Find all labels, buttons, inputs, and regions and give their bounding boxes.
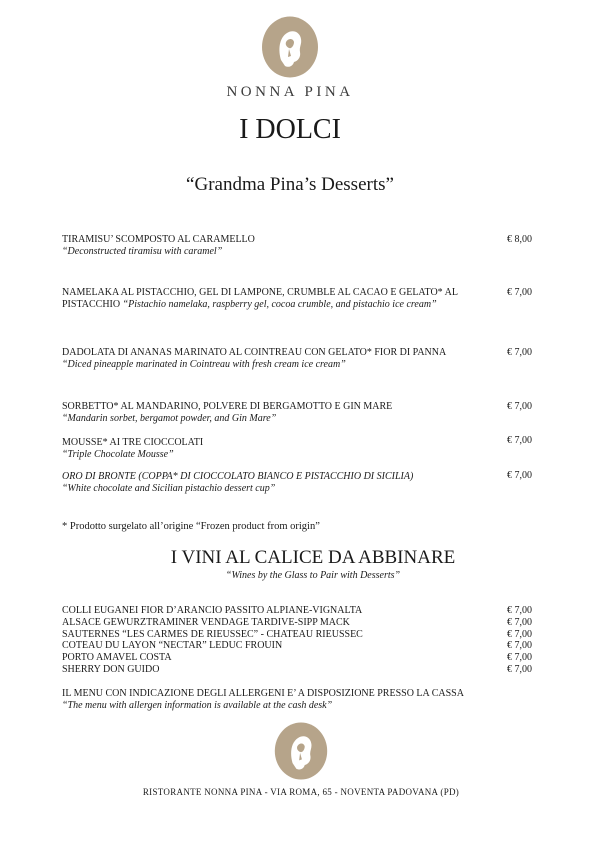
wine-item <box>62 605 532 617</box>
menu-item-name: NAMELAKA AL PISTACCHIO, GEL DI LAMPONE, CRUMBLE AL CACAO E GELATO* AL PISTACCHIO <box>62 287 458 310</box>
wine-item <box>62 652 532 664</box>
menu-item-desc: “White chocolate and Sicilian pistachio dessert cup” <box>62 483 276 494</box>
menu-item-desc: “Pistachio namelaka, raspberry gel, cocoa crumble, and pistachio ice cream” <box>122 299 437 310</box>
allergen-notice <box>62 688 464 711</box>
wine-name: COLLI EUGANEI FIOR D’ARANCIO PASSITO ALPIANE-VIGNALTA <box>62 605 363 616</box>
wine-name: COTEAU DU LAYON “NECTAR” LEDUC FROUIN <box>62 640 283 652</box>
wine-name: PORTO AMAVEL COSTA <box>62 652 172 664</box>
menu-item <box>62 437 532 461</box>
menu-item-desc: “Triple Chocolate Mousse” <box>62 449 174 460</box>
frozen-product-note: * Prodotto surgelato all’origine “Frozen product from origin” <box>62 521 320 532</box>
menu-item-name: DADOLATA DI ANANAS MARINATO AL COINTREAU CON GELATO* FIOR DI PANNA <box>62 347 447 358</box>
menu-item-name: TIRAMISU’ SCOMPOSTO AL CARAMELLO <box>62 234 255 245</box>
wine-price: € 7,00 <box>507 605 532 616</box>
menu-item-price: € 7,00 <box>507 470 532 481</box>
wine-list <box>62 605 532 676</box>
menu-item-desc: “Mandarin sorbet, bergamot powder, and Gin Mare” <box>62 413 277 424</box>
wine-item <box>62 629 532 641</box>
wine-item <box>62 664 532 676</box>
page-title: I DOLCI <box>239 114 341 145</box>
menu-item-desc: “Deconstructed tiramisu with caramel” <box>62 246 223 257</box>
wine-price: € 7,00 <box>507 616 532 628</box>
wine-name: SHERRY DON GUIDO <box>62 663 160 675</box>
footer-address: RISTORANTE NONNA PINA - VIA ROMA, 65 - NOVENTA PADOVANA (PD) <box>142 787 460 797</box>
wine-price: € 7,00 <box>507 652 532 664</box>
wine-name: SAUTERNES “LES CARMES DE RIEUSSEC” - CHATEAU RIEUSSEC <box>62 628 363 640</box>
wine-name: ALSACE GEWURZTRAMINER VENDAGE TARDIVE-SIPP MACK <box>62 616 350 628</box>
page-subtitle: “Grandma Pina’s Desserts” <box>186 174 394 195</box>
menu-item <box>62 234 532 258</box>
menu-item-desc: “Diced pineapple marinated in Cointreau with fresh cream ice cream” <box>62 359 346 370</box>
menu-item-name: ORO DI BRONTE (COPPA* DI CIOCCOLATO BIANCO E PISTACCHIO DI SICILIA) <box>62 471 414 482</box>
nonna-pina-logo <box>261 16 319 78</box>
menu-item <box>62 471 532 495</box>
menu-item <box>62 347 532 371</box>
wine-item <box>62 617 532 629</box>
wines-title: I VINI AL CALICE DA ABBINARE <box>170 547 456 568</box>
allergen-notice-it: IL MENU CON INDICAZIONE DEGLI ALLERGENI E’ A DISPOSIZIONE PRESSO LA CASSA <box>62 688 464 699</box>
menu-item-price: € 7,00 <box>507 347 532 358</box>
menu-item <box>62 287 532 311</box>
wines-subtitle: “Wines by the Glass to Pair with Desserts” <box>225 570 401 581</box>
allergen-notice-en: “The menu with allergen information is available at the cash desk” <box>62 699 333 711</box>
menu-item-price: € 7,00 <box>507 401 532 412</box>
wine-item <box>62 640 532 652</box>
brand-name: NONNA PINA <box>226 84 354 100</box>
nonna-pina-logo-footer <box>273 722 329 780</box>
wine-price: € 7,00 <box>507 663 532 675</box>
menu-item-name: SORBETTO* AL MANDARINO, POLVERE DI BERGAMOTTO E GIN MARE <box>62 401 393 412</box>
menu-item-name: MOUSSE* AI TRE CIOCCOLATI <box>62 437 204 448</box>
wine-price: € 7,00 <box>507 628 532 640</box>
menu-item <box>62 401 532 425</box>
menu-item-price: € 8,00 <box>507 234 532 245</box>
menu-item-price: € 7,00 <box>507 287 532 298</box>
wine-price: € 7,00 <box>507 640 532 652</box>
menu-item-price: € 7,00 <box>507 435 532 446</box>
